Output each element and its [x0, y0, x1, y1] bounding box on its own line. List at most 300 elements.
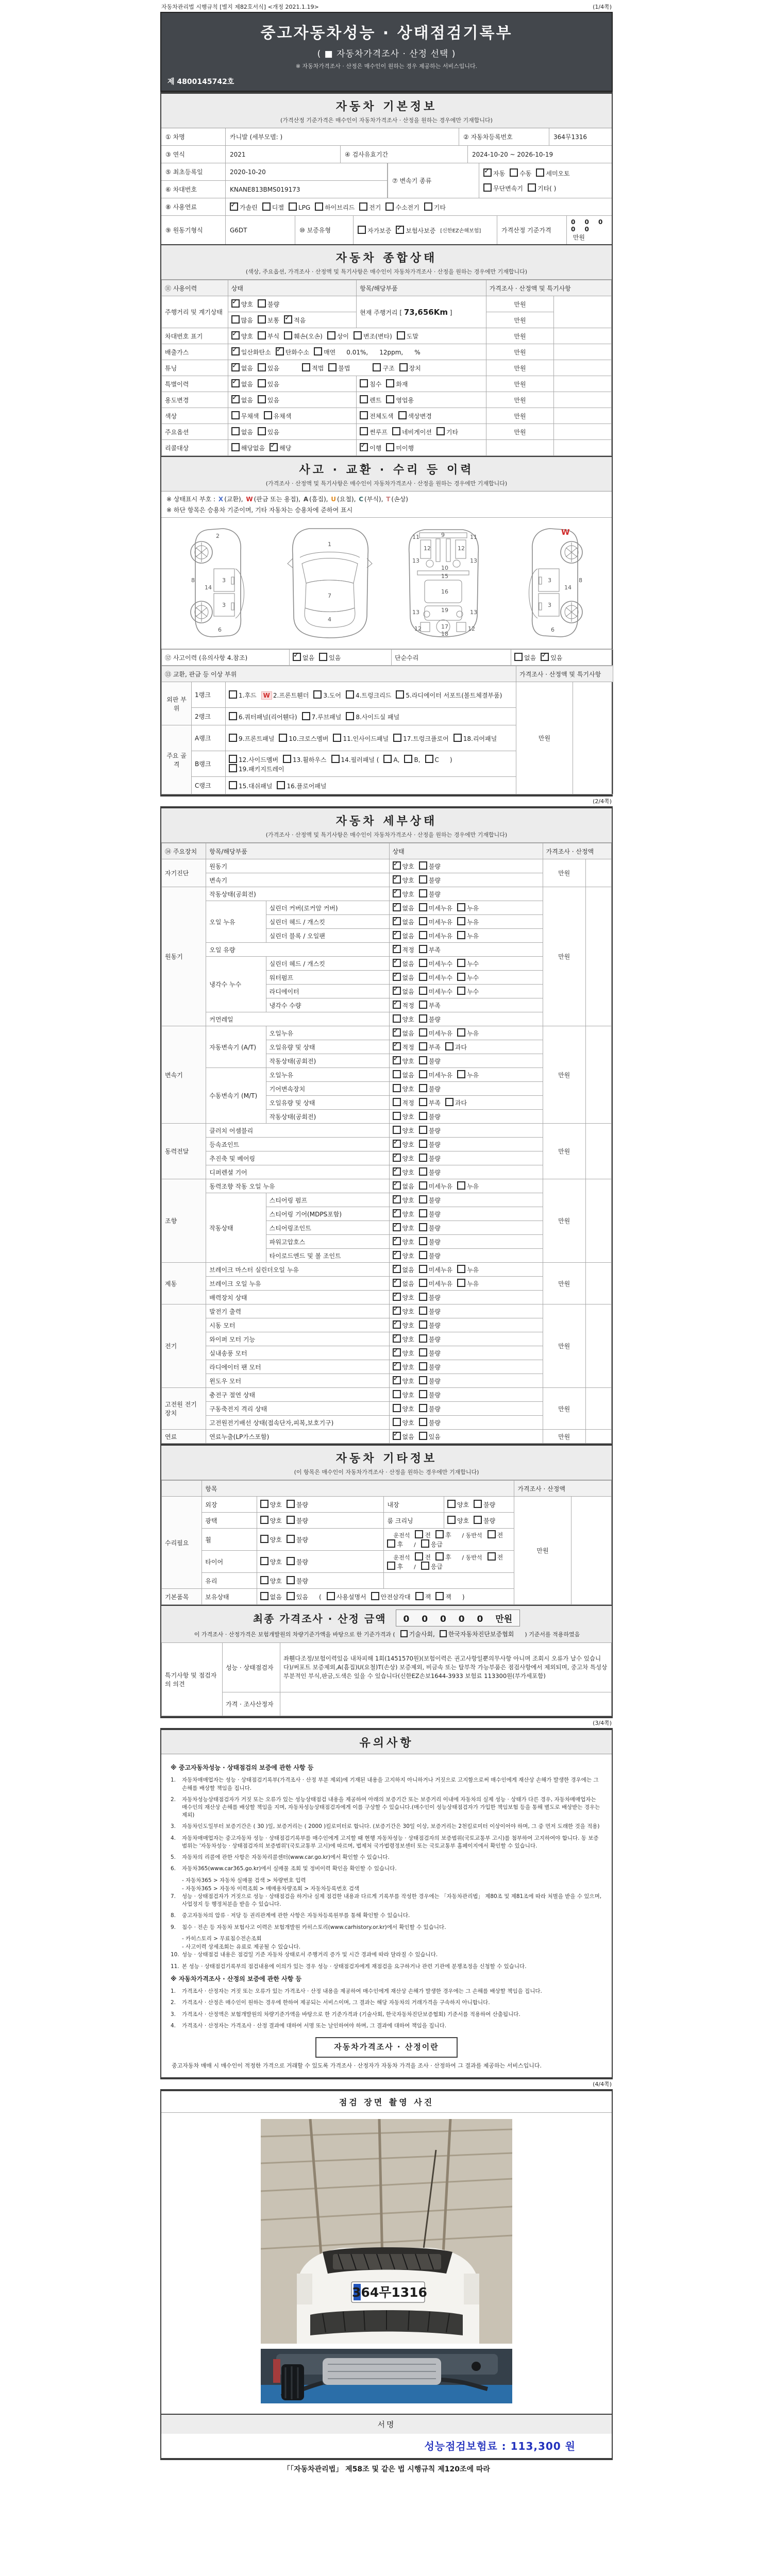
checkbox[interactable]: [398, 411, 407, 419]
checkbox[interactable]: [510, 168, 518, 177]
sub-group-label: 오일 누유: [206, 901, 266, 943]
checkbox[interactable]: [287, 1557, 295, 1565]
checkbox-label: 구조: [382, 365, 395, 372]
notice-text: 7.: [171, 1893, 176, 1900]
column-header: 항목/해당부품: [206, 843, 389, 859]
checkbox[interactable]: [393, 1181, 401, 1190]
checkbox-option: [419, 1432, 441, 1441]
checkbox[interactable]: [393, 959, 401, 967]
notice-text: 9.: [171, 1924, 176, 1930]
notice-sub2: ※ 자동차가격조사 · 산정의 보증에 관한 사항 등: [171, 1975, 302, 1982]
checkbox[interactable]: [231, 331, 240, 340]
checkbox[interactable]: [419, 1279, 427, 1287]
checkbox[interactable]: [435, 1592, 444, 1600]
checkbox[interactable]: [346, 690, 354, 699]
note-cell: [585, 1179, 611, 1263]
checkbox[interactable]: [260, 1576, 268, 1584]
checkbox-label: 11.인사이드패널: [343, 735, 389, 742]
row-label: 용도변경: [162, 392, 228, 408]
checkbox[interactable]: [457, 903, 465, 911]
notice-item: [171, 2022, 602, 2030]
checkbox-label: 누유: [467, 1183, 479, 1190]
checkbox[interactable]: [488, 1530, 496, 1538]
checkbox-option: [457, 987, 479, 996]
checkbox[interactable]: [393, 1042, 401, 1050]
checkbox[interactable]: [293, 653, 301, 661]
checkbox-label: 불량: [428, 1211, 441, 1218]
other-info-table: [161, 1480, 612, 1605]
checkbox[interactable]: [284, 331, 292, 340]
checkbox[interactable]: [393, 1279, 401, 1287]
checkbox[interactable]: [258, 379, 266, 387]
detail-status-title: 자동차 세부상태: [335, 815, 438, 828]
checkbox[interactable]: [231, 363, 240, 371]
checkbox[interactable]: [419, 1348, 427, 1357]
checkbox[interactable]: [419, 1223, 427, 1231]
checkbox-label: 해당: [279, 445, 292, 452]
checkbox[interactable]: [447, 1500, 456, 1508]
checkbox[interactable]: [419, 1042, 427, 1050]
checkbox-label: 부족: [428, 946, 441, 954]
checkbox-option: [393, 861, 414, 871]
checkbox[interactable]: [302, 712, 310, 720]
checkbox-label: 보험사보증: [406, 227, 436, 234]
checkbox-label: 미세누수: [428, 960, 453, 968]
notice-text: 4.: [171, 1835, 176, 1841]
checkbox[interactable]: [419, 1376, 427, 1384]
checkbox[interactable]: [360, 427, 368, 435]
checkbox[interactable]: [229, 734, 237, 742]
checkbox[interactable]: [419, 917, 427, 925]
item-label: 작동상태(공회전): [266, 1110, 389, 1124]
document-number: 제 4800145742호: [167, 78, 234, 86]
checkbox[interactable]: [419, 1251, 427, 1259]
checkbox[interactable]: [315, 202, 323, 211]
checkbox[interactable]: [457, 987, 465, 995]
checkbox[interactable]: [514, 653, 523, 661]
checkbox[interactable]: [262, 202, 271, 211]
checkbox[interactable]: [393, 1307, 401, 1315]
checkbox[interactable]: [258, 315, 266, 324]
page-mark-3: (3/4쪽): [593, 1720, 612, 1726]
checkbox-label: 없음: [241, 429, 253, 436]
checkbox[interactable]: [399, 363, 408, 371]
checkbox[interactable]: [385, 202, 394, 211]
checkbox[interactable]: [457, 1070, 465, 1078]
checkbox[interactable]: [258, 395, 266, 403]
checkbox[interactable]: [393, 973, 401, 981]
checkbox[interactable]: [393, 1195, 401, 1204]
checkbox[interactable]: [354, 331, 362, 340]
checkbox[interactable]: [419, 1112, 427, 1120]
checkbox[interactable]: [483, 183, 492, 192]
notice-text: 3.: [171, 1823, 176, 1830]
checkbox-option: [419, 1348, 441, 1358]
sub-group-label: 수동변속기 (M/T): [206, 1068, 266, 1124]
checkbox[interactable]: [393, 1432, 401, 1440]
checkbox[interactable]: [230, 202, 238, 211]
checkbox-label: 없음: [402, 1266, 414, 1274]
notice-subline: - 사고이력 상세조회는 유료로 제공될 수 있습니다.: [182, 1944, 301, 1951]
checkbox-label: 잭: [425, 1594, 431, 1601]
checkbox[interactable]: [419, 1237, 427, 1245]
item-label: 발전기 출력: [206, 1304, 389, 1318]
checkbox[interactable]: [287, 1535, 295, 1543]
checkbox[interactable]: [327, 1592, 335, 1600]
price-cell: 만원: [543, 1026, 585, 1124]
checkbox[interactable]: [393, 1140, 401, 1148]
item-label: 내장: [384, 1497, 444, 1513]
status-options: [389, 1332, 543, 1346]
checkbox[interactable]: [258, 299, 266, 308]
checkbox[interactable]: [393, 987, 401, 995]
checkbox[interactable]: [393, 1237, 401, 1245]
checkbox[interactable]: [528, 183, 536, 192]
checkbox-label: 없음: [402, 1183, 414, 1190]
checkbox[interactable]: [419, 1140, 427, 1148]
checkbox[interactable]: [419, 1195, 427, 1204]
checkbox[interactable]: [419, 1390, 427, 1398]
checkbox-label: 없음: [270, 1594, 282, 1601]
checkbox[interactable]: [393, 1320, 401, 1329]
checkbox[interactable]: [419, 1265, 427, 1273]
checkbox[interactable]: [283, 755, 291, 763]
checkbox[interactable]: [393, 1390, 401, 1398]
checkbox[interactable]: [419, 1001, 427, 1009]
checkbox[interactable]: [419, 1320, 427, 1329]
checkbox[interactable]: [393, 1404, 401, 1412]
checkbox[interactable]: [419, 973, 427, 981]
checkbox-option: [229, 734, 274, 743]
checkbox-option: [419, 1014, 441, 1024]
checkbox[interactable]: [360, 379, 368, 387]
checkbox[interactable]: [393, 1362, 401, 1370]
checkbox-label: 양호: [270, 1558, 282, 1566]
checkbox-option: [231, 299, 253, 309]
checkbox[interactable]: [419, 1432, 427, 1440]
checkbox[interactable]: [229, 764, 237, 772]
checkbox[interactable]: [393, 1014, 401, 1023]
checkbox-option: [258, 331, 279, 341]
checkbox[interactable]: [258, 331, 266, 340]
checkbox-option: [231, 443, 265, 452]
checkbox-label: 불량: [428, 1086, 441, 1093]
checkbox[interactable]: [421, 1562, 429, 1570]
detail-status-table: [161, 843, 612, 1444]
checkbox[interactable]: [400, 1630, 408, 1637]
checkbox[interactable]: [453, 734, 462, 742]
checkbox[interactable]: [393, 1126, 401, 1134]
note-cell: [554, 328, 612, 344]
checkbox[interactable]: [419, 1307, 427, 1315]
checkbox-option: [419, 889, 441, 899]
checkbox[interactable]: [393, 1056, 401, 1064]
panel-number: 14: [564, 584, 572, 591]
panel-number: 18: [441, 631, 449, 637]
checkbox[interactable]: [457, 917, 465, 925]
checkbox[interactable]: [419, 1293, 427, 1301]
item-label: 클러치 어셈블리: [206, 1124, 389, 1138]
checkbox[interactable]: [386, 379, 394, 387]
checkbox[interactable]: [229, 690, 237, 699]
checkbox[interactable]: [264, 411, 272, 419]
checkbox-option: [319, 653, 341, 662]
checkbox[interactable]: [393, 1334, 401, 1343]
checkbox-label: 유채색: [273, 413, 292, 420]
checkbox[interactable]: [313, 690, 322, 699]
checkbox[interactable]: [393, 917, 401, 925]
checkbox[interactable]: [419, 1014, 427, 1023]
checkbox[interactable]: [393, 1028, 401, 1037]
checkbox[interactable]: [333, 734, 341, 742]
checkbox[interactable]: [393, 903, 401, 911]
checkbox[interactable]: [447, 1516, 456, 1524]
checkbox[interactable]: [231, 315, 240, 324]
checkbox[interactable]: [457, 1028, 465, 1037]
checkbox-label: 불량: [428, 1308, 441, 1315]
checkbox[interactable]: [419, 959, 427, 967]
checkbox[interactable]: [436, 427, 445, 435]
status-options: [389, 1054, 543, 1068]
checkbox[interactable]: [393, 861, 401, 870]
checkbox[interactable]: [393, 1070, 401, 1078]
checkbox[interactable]: [328, 363, 337, 371]
checkbox[interactable]: [474, 1516, 482, 1524]
checkbox[interactable]: [393, 931, 401, 939]
checkbox[interactable]: [393, 1112, 401, 1120]
pagebox-3: [160, 1446, 613, 1718]
checkbox-label: 불량: [296, 1558, 308, 1566]
checkbox-label: 무채색: [241, 413, 259, 420]
checkbox[interactable]: [396, 226, 404, 234]
checkbox[interactable]: [231, 347, 240, 355]
status-options: [257, 1497, 384, 1513]
checkbox[interactable]: [387, 1562, 395, 1570]
checkbox[interactable]: [279, 734, 287, 742]
checkbox[interactable]: [419, 1167, 427, 1176]
checkbox[interactable]: [231, 411, 240, 419]
checkbox[interactable]: [260, 1557, 268, 1565]
checkbox[interactable]: [393, 1376, 401, 1384]
checkbox[interactable]: [277, 781, 285, 789]
checkbox[interactable]: [287, 1592, 295, 1600]
checkbox[interactable]: [393, 1209, 401, 1217]
checkbox[interactable]: [419, 1334, 427, 1343]
checkbox[interactable]: [419, 1056, 427, 1064]
checkbox[interactable]: [229, 712, 237, 720]
checkbox-label: 있음: [267, 381, 280, 388]
checkbox[interactable]: [419, 945, 427, 953]
checkbox[interactable]: [270, 443, 278, 451]
checkbox-label: 불량: [428, 1392, 441, 1399]
checkbox[interactable]: [457, 1279, 465, 1287]
status-code-legend: ※ 상태표시 부호 : X (교환), W (판금 또는 용접), A (흠집), U (요철), C (부식), T (손상): [166, 496, 408, 503]
checkbox[interactable]: [445, 1098, 453, 1106]
checkbox-option: [419, 1390, 441, 1399]
checkbox[interactable]: [393, 734, 401, 742]
checkbox[interactable]: [383, 755, 392, 763]
checkbox-label: 후: [445, 1554, 451, 1561]
checkbox[interactable]: [289, 202, 297, 211]
checkbox[interactable]: [358, 226, 366, 234]
rank-items: [226, 777, 516, 794]
panel-number: 8: [191, 577, 195, 584]
checkbox[interactable]: [360, 395, 368, 403]
checkbox[interactable]: [393, 1251, 401, 1259]
checkbox[interactable]: [231, 443, 240, 451]
checkbox[interactable]: [415, 1592, 424, 1600]
checkbox[interactable]: [421, 1539, 429, 1548]
checkbox-label: 후: [397, 1563, 404, 1570]
checkbox[interactable]: [287, 1500, 295, 1508]
checkbox[interactable]: [392, 427, 400, 435]
checkbox[interactable]: [393, 1084, 401, 1092]
checkbox[interactable]: [419, 1028, 427, 1037]
checkbox[interactable]: [393, 875, 401, 884]
checkbox[interactable]: [393, 1154, 401, 1162]
checkbox[interactable]: [359, 202, 367, 211]
checkbox-label: LPG: [298, 204, 311, 211]
checkbox[interactable]: [424, 202, 432, 211]
checkbox[interactable]: [387, 1539, 395, 1548]
checkbox[interactable]: [258, 427, 266, 435]
checkbox[interactable]: [393, 1001, 401, 1009]
checkbox[interactable]: [435, 1552, 444, 1561]
checkbox[interactable]: [260, 1500, 268, 1508]
checkbox[interactable]: [287, 1576, 295, 1584]
checkbox[interactable]: [331, 755, 340, 763]
checkbox[interactable]: [258, 363, 266, 371]
checkbox[interactable]: [360, 411, 368, 419]
checkbox[interactable]: [393, 1293, 401, 1301]
checkbox[interactable]: [393, 1348, 401, 1357]
checkbox-label: 미세누유: [428, 919, 453, 926]
checkbox[interactable]: [302, 363, 310, 371]
checkbox[interactable]: [397, 331, 405, 340]
checkbox[interactable]: [319, 653, 327, 661]
checkbox[interactable]: [393, 1167, 401, 1176]
note-cell: [554, 344, 612, 360]
checkbox[interactable]: [231, 395, 240, 403]
checkbox[interactable]: [360, 443, 368, 451]
checkbox[interactable]: [483, 168, 492, 177]
checkbox[interactable]: [419, 1098, 427, 1106]
checkbox[interactable]: [419, 903, 427, 911]
checkbox-label: 누유: [467, 905, 479, 912]
field-label: ② 자동차등록번호: [459, 128, 549, 145]
checkbox[interactable]: [435, 1530, 444, 1538]
checkbox[interactable]: [231, 379, 240, 387]
checkbox[interactable]: [393, 1098, 401, 1106]
checkbox[interactable]: [229, 781, 237, 789]
checkbox[interactable]: [419, 1181, 427, 1190]
checkbox[interactable]: [419, 861, 427, 870]
checkbox[interactable]: [393, 945, 401, 953]
checkbox[interactable]: [440, 1630, 447, 1637]
checkbox[interactable]: [371, 1592, 379, 1600]
checkbox[interactable]: [229, 755, 237, 763]
checkbox[interactable]: [396, 690, 404, 699]
checkbox[interactable]: [419, 1404, 427, 1412]
checkbox[interactable]: [393, 1418, 401, 1426]
checkbox[interactable]: [284, 315, 292, 324]
checkbox[interactable]: [404, 755, 412, 763]
checkbox[interactable]: [457, 931, 465, 939]
checkbox[interactable]: [541, 653, 549, 661]
price-appraisal-box: 자동차가격조사 · 산정이란: [315, 2037, 458, 2058]
item-label: 타이로드엔드 및 볼 조인트: [266, 1249, 389, 1263]
first-registration-value: 2020-10-20: [225, 163, 387, 180]
checkbox-label: 전: [497, 1532, 503, 1539]
checkbox-option: [346, 690, 391, 700]
checkbox[interactable]: [419, 931, 427, 939]
checkbox[interactable]: [393, 1265, 401, 1273]
checkbox[interactable]: [419, 1126, 427, 1134]
checkbox[interactable]: [419, 875, 427, 884]
checkbox-label: 양호: [402, 1155, 414, 1162]
checkbox[interactable]: [260, 1516, 268, 1524]
checkbox[interactable]: [231, 299, 240, 308]
checkbox-label: 네비게이션: [401, 429, 432, 436]
checkbox[interactable]: [457, 1265, 465, 1273]
checkbox[interactable]: [346, 712, 354, 720]
checkbox[interactable]: [419, 889, 427, 897]
checkbox-label: 8.사이드실 패널: [356, 713, 400, 721]
checkbox[interactable]: [393, 889, 401, 897]
panel-number: 12: [458, 545, 465, 552]
checkbox[interactable]: [474, 1500, 482, 1508]
checkbox-option: [393, 1376, 414, 1385]
checkbox[interactable]: [373, 363, 381, 371]
checkbox[interactable]: [260, 1592, 268, 1600]
checkbox[interactable]: [276, 347, 284, 355]
checkbox[interactable]: [327, 331, 335, 340]
checkbox[interactable]: [419, 1209, 427, 1217]
checkbox[interactable]: [419, 987, 427, 995]
checkbox[interactable]: [457, 1181, 465, 1190]
notice-text: 자동차매매업자는 중고자동차 성능 · 상태점검기록부를 매수인에게 고지할 때 현행 자동차성능 · 상태점검자의 보증범위(국토교통부 고시)를 첨부하여 고지하여야 합니다. 동 보증범위는 '자동차성능 · 상태점검자의 보증범위'(국토교통부 고시)에 따르며, 법제처 국가법령정보센터 또는 국토교통부 홈페이지에서 확인할 수 있습니다.: [182, 1835, 599, 1849]
checkbox[interactable]: [419, 1154, 427, 1162]
row-label: 색상: [162, 408, 228, 424]
checkbox[interactable]: [231, 427, 240, 435]
checkbox[interactable]: [425, 755, 433, 763]
checkbox-label: 양호: [402, 1197, 414, 1204]
checkbox-label: 적법: [312, 365, 324, 372]
checkbox[interactable]: [457, 959, 465, 967]
checkbox[interactable]: [415, 1552, 423, 1561]
checkbox[interactable]: [457, 973, 465, 981]
checkbox[interactable]: [445, 1042, 453, 1050]
checkbox[interactable]: [536, 168, 544, 177]
column-header: 항목/해당부품: [357, 280, 486, 296]
checkbox[interactable]: [419, 1070, 427, 1078]
checkbox[interactable]: [488, 1552, 496, 1561]
checkbox[interactable]: [314, 347, 322, 355]
closing-statement: 「「자동차관리법」 제58조 및 같은 법 시행규칙 제120조에 따라: [283, 2465, 490, 2473]
checkbox[interactable]: [419, 1418, 427, 1426]
checkbox[interactable]: [419, 1362, 427, 1370]
panel-number: 13: [412, 557, 420, 564]
checkbox[interactable]: [260, 1535, 268, 1543]
checkbox[interactable]: [287, 1516, 295, 1524]
checkbox-label: 색상변경: [408, 413, 432, 420]
checkbox[interactable]: [386, 395, 394, 403]
field-label: ③ 연식: [165, 151, 185, 158]
checkbox[interactable]: [415, 1530, 423, 1538]
checkbox[interactable]: [386, 443, 394, 451]
checkbox[interactable]: [419, 1084, 427, 1092]
checkbox[interactable]: [393, 1223, 401, 1231]
